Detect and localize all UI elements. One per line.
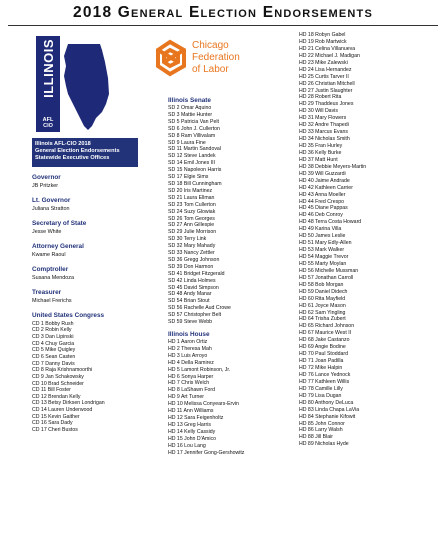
- congress-entry: CD 17 Cheri Bustos: [32, 427, 78, 434]
- senate-entry: SD 12 Steve Landek: [168, 153, 216, 160]
- office-heading: Treasurer: [32, 288, 62, 296]
- house-entry: HD 79 Lisa Dugan: [299, 392, 342, 399]
- congress-entry: CD 11 Bill Foster: [32, 387, 71, 394]
- house-entry: HD 31 Mary Flowers: [299, 115, 347, 122]
- statewide-office: [32, 266, 140, 282]
- house-entry: HD 39 Will Guzzardi: [299, 170, 346, 177]
- senate-list: [168, 105, 288, 326]
- senate-entry: SD 17 Elgie Sims: [168, 174, 209, 181]
- house-entry: HD 54 Maggie Trevor: [299, 254, 349, 260]
- candidate-name: Michael Frerichs: [32, 297, 72, 304]
- house-list-continued: [299, 32, 439, 448]
- afl-box-line: Statewide Executive Offices: [35, 155, 110, 162]
- house-entry: HD 22 Michael J. Madigan: [299, 52, 360, 59]
- cfl-knot-icon: [152, 38, 190, 78]
- title-divider: [8, 25, 438, 26]
- house-entry: HD 33 Marcus Evans: [299, 129, 349, 136]
- illinois-badge: [36, 36, 60, 132]
- senate-entry: SD 24 Suzy Glowiak: [168, 208, 216, 215]
- house-entry: HD 10 Melissa Conyears-Ervin: [168, 401, 239, 408]
- congress-entry: CD 6 Sean Casten: [32, 353, 76, 360]
- house-entry: HD 89 Nicholas Hyde: [299, 441, 349, 448]
- senate-entry: SD 29 Julie Morrison: [168, 229, 217, 236]
- senate-entry: SD 26 Tom Georges: [168, 215, 215, 222]
- house-entry: HD 23 Mike Zalewski: [299, 59, 348, 66]
- page-title: 2018 General Election Endorsements: [73, 4, 373, 21]
- house-entry: HD 12 Sara Feigenholtz: [168, 414, 224, 421]
- house-entry: HD 88 Jill Blair: [299, 434, 334, 441]
- senate-entry: SD 6 John J. Cullerton: [168, 125, 220, 132]
- house-entry: HD 6 Sonya Harper: [168, 373, 214, 380]
- house-entry: HD 60 Rita Mayfield: [299, 295, 346, 302]
- senate-entry: SD 30 Terry Link: [168, 236, 207, 243]
- column-statewide: [32, 36, 140, 434]
- house-entry: HD 1 Aaron Ortiz: [168, 339, 208, 345]
- house-entry: HD 14 Kelly Cassidy: [168, 428, 216, 435]
- senate-entry: SD 54 Brian Stout: [168, 298, 210, 305]
- house-entry: HD 16 Lou Lang: [168, 442, 206, 449]
- congress-section: [32, 312, 140, 434]
- senate-entry: SD 23 Tom Cullerton: [168, 201, 216, 208]
- house-entry: HD 59 Daniel Didech: [299, 288, 348, 295]
- congress-entry: CD 16 Sara Dady: [32, 420, 73, 427]
- candidate-name: Kwame Raoul: [32, 251, 66, 258]
- house-entry: HD 27 Justin Slaughter: [299, 87, 353, 94]
- column-house-continued: [299, 32, 439, 448]
- senate-entry: SD 3 Mattie Hunter: [168, 111, 213, 118]
- badge-illinois-text: ILLINOIS: [40, 39, 56, 98]
- senate-entry: SD 20 Iris Martinez: [168, 187, 213, 194]
- candidate-name: Juliana Stratton: [32, 205, 70, 212]
- house-entry: HD 30 Will Davis: [299, 108, 338, 115]
- house-entry: HD 8 LaShawn Ford: [168, 387, 215, 394]
- congress-entry: CD 10 Brad Schneider: [32, 380, 84, 387]
- senate-entry: SD 11 Martin Sandoval: [168, 146, 221, 153]
- house-entry: HD 18 Robyn Gabel: [299, 32, 346, 38]
- candidate-name: JB Pritzker: [32, 182, 59, 189]
- house-entry: HD 84 Stephanie Kifowit: [299, 413, 356, 420]
- house-entry: HD 35 Fran Hurley: [299, 143, 343, 149]
- statewide-office: [32, 220, 140, 236]
- senate-entry: SD 8 Ram Villivalam: [168, 132, 216, 139]
- house-entry: HD 53 Mark Walker: [299, 247, 345, 254]
- house-entry: HD 68 Jake Castanzo: [299, 337, 350, 344]
- house-entry: HD 55 Marty Moylan: [299, 260, 347, 267]
- congress-entry: CD 15 Kevin Gaither: [32, 413, 80, 420]
- office-heading: Attorney General: [32, 242, 84, 250]
- senate-entry: SD 2 Omar Aquino: [168, 105, 212, 111]
- congress-entry: CD 7 Danny Davis: [32, 360, 75, 367]
- house-entry: HD 49 Karina Villa: [299, 226, 342, 233]
- senate-entry: SD 15 Napoleon Harris: [168, 167, 222, 174]
- senate-entry: SD 57 Christopher Belt: [168, 312, 222, 319]
- office-heading: Lt. Governor: [32, 196, 71, 204]
- house-entry: HD 4 Della Ramirez: [168, 359, 214, 366]
- house-entry: HD 34 Nicholas Smith: [299, 136, 350, 143]
- house-entry: HD 3 Luis Arroyo: [168, 352, 208, 359]
- afl-box-line: Illinois AFL-CIO 2018: [35, 141, 91, 147]
- house-entry: HD 38 Debbie Meyers-Martin: [299, 163, 367, 170]
- statewide-office: [32, 243, 140, 259]
- statewide-header-box: [32, 138, 138, 167]
- house-entry: HD 58 Bob Morgan: [299, 281, 344, 288]
- house-entry: HD 67 Maurice West II: [299, 330, 352, 337]
- house-entry: HD 71 Joan Padilla: [299, 358, 344, 365]
- house-entry: HD 11 Ann Williams: [168, 408, 214, 415]
- house-entry: HD 85 John Connor: [299, 420, 345, 427]
- senate-entry: SD 42 Linda Holmes: [168, 277, 216, 284]
- house-entry: HD 61 Joyce Mason: [299, 302, 346, 309]
- house-list: [168, 339, 288, 456]
- congress-entry: CD 5 Mike Quigley: [32, 347, 76, 354]
- congress-entry: CD 2 Robin Kelly: [32, 327, 72, 334]
- house-entry: HD 32 Andre Thapedi: [299, 122, 349, 129]
- statewide-office: [32, 174, 140, 190]
- congress-entry: CD 4 Chuy Garcia: [32, 340, 75, 347]
- house-entry: HD 26 Christian Mitchell: [299, 80, 355, 87]
- congress-entry: CD 12 Brendan Kelly: [32, 393, 81, 400]
- house-entry: HD 70 Paul Stoddard: [299, 351, 349, 358]
- senate-entry: SD 9 Laura Fine: [168, 139, 206, 146]
- illinois-afl-cio-logo: [32, 36, 118, 132]
- house-entry: HD 5 Lamont Robinson, Jr.: [168, 366, 231, 373]
- house-entry: HD 77 Kathleen Willis: [299, 378, 350, 385]
- illinois-state-icon: [62, 42, 114, 132]
- office-heading: Secretary of State: [32, 219, 87, 227]
- column-senate-house: [168, 97, 288, 456]
- house-entry: HD 28 Robert Rita: [299, 94, 342, 101]
- senate-entry: SD 27 Ann Gillespie: [168, 222, 215, 229]
- statewide-offices: [32, 174, 140, 305]
- senate-heading: Illinois Senate: [168, 97, 211, 104]
- congress-list: [32, 321, 140, 434]
- senate-entry: SD 41 Bridget Fitzgerald: [168, 270, 225, 277]
- house-entry: HD 29 Thaddeus Jones: [299, 101, 354, 108]
- house-entry: HD 78 Camille Lilly: [299, 385, 343, 392]
- congress-entry: CD 8 Raja Krishnamoorthi: [32, 367, 93, 374]
- house-entry: HD 56 Michelle Mussman: [299, 267, 359, 274]
- house-entry: HD 40 Jaime Andrade: [299, 177, 350, 184]
- house-entry: HD 65 Richard Johnson: [299, 323, 355, 330]
- house-entry: HD 50 James Leslie: [299, 233, 346, 240]
- senate-entry: SD 5 Patricia Van Pelt: [168, 118, 219, 125]
- senate-entry: SD 59 Steve Webb: [168, 319, 213, 326]
- senate-entry: SD 21 Laura Ellman: [168, 194, 215, 201]
- house-entry: HD 62 Sam Yingling: [299, 309, 346, 316]
- senate-entry: SD 18 Bill Cunningham: [168, 180, 222, 187]
- house-entry: HD 42 Kathleen Carrier: [299, 184, 353, 191]
- house-entry: HD 86 Larry Walsh: [299, 427, 343, 434]
- house-entry: HD 36 Kelly Burke: [299, 149, 342, 156]
- house-entry: HD 57 Jonathan Carroll: [299, 274, 354, 281]
- house-entry: HD 9 Art Turner: [168, 394, 205, 401]
- congress-heading: United States Congress: [32, 311, 105, 319]
- candidate-name: Susana Mendoza: [32, 274, 74, 281]
- chicago-federation-of-labor-logo: [152, 38, 292, 90]
- house-entry: HD 15 John D'Amico: [168, 435, 216, 442]
- house-entry: HD 44 Fred Crespo: [299, 198, 344, 205]
- senate-entry: SD 14 Emil Jones III: [168, 160, 215, 167]
- house-heading: Illinois House: [168, 331, 210, 338]
- house-entry: HD 51 Mary Edly-Allen: [299, 240, 352, 247]
- candidate-name: Jesse White: [32, 228, 62, 235]
- house-entry: HD 69 Angie Bodine: [299, 344, 346, 351]
- house-entry: HD 43 Anna Moeller: [299, 191, 346, 198]
- house-entry: HD 13 Greg Harris: [168, 421, 211, 428]
- senate-entry: SD 56 Rachelle Aud Crowe: [168, 305, 231, 312]
- house-entry: HD 24 Lisa Hernandez: [299, 66, 352, 73]
- senate-entry: SD 32 Mary Mahady: [168, 243, 216, 250]
- house-entry: HD 64 Trisha Zubert: [299, 316, 346, 323]
- badge-afl-cio-text: AFL CIO: [42, 117, 54, 129]
- office-heading: Comptroller: [32, 265, 69, 273]
- senate-entry: SD 48 Andy Manar: [168, 291, 212, 298]
- house-entry: HD 76 Lance Yednock: [299, 371, 351, 378]
- statewide-office: [32, 197, 140, 213]
- house-entry: HD 37 Matt Hunt: [299, 156, 338, 163]
- congress-entry: CD 14 Lauren Underwood: [32, 407, 93, 414]
- congress-entry: CD 9 Jan Schakowsky: [32, 373, 84, 380]
- statewide-office: [32, 289, 140, 305]
- afl-box-line: General Election Endorsements: [35, 148, 120, 155]
- house-entry: HD 2 Theresa Mah: [168, 345, 212, 352]
- congress-entry: CD 1 Bobby Rush: [32, 320, 74, 327]
- house-entry: HD 25 Curtis Tarver II: [299, 73, 349, 80]
- cfl-text: Chicago Federation of Labor: [192, 40, 240, 75]
- congress-entry: CD 3 Dan Lipinski: [32, 333, 74, 340]
- house-entry: HD 48 Terra Costa Howard: [299, 219, 362, 226]
- senate-entry: SD 45 David Simpson: [168, 284, 219, 291]
- house-entry: HD 72 Mike Halpin: [299, 365, 343, 371]
- house-entry: HD 21 Celina Villanueva: [299, 45, 356, 52]
- office-heading: Governor: [32, 173, 61, 181]
- house-entry: HD 80 Anthony DeLuca: [299, 399, 354, 406]
- house-entry: HD 83 Linda Chapa LaVia: [299, 406, 360, 413]
- house-entry: HD 46 Deb Conroy: [299, 212, 343, 219]
- house-entry: HD 7 Chris Welch: [168, 380, 210, 387]
- congress-entry: CD 13 Betsy Dirksen Londrigan: [32, 400, 105, 407]
- house-entry: HD 19 Rob Martwick: [299, 38, 347, 45]
- house-entry: HD 17 Jennifer Gong-Gershowitz: [168, 449, 245, 456]
- senate-entry: SD 33 Nancy Zettler: [168, 250, 215, 257]
- senate-entry: SD 36 Gregg Johnson: [168, 256, 220, 263]
- senate-entry: SD 39 Don Harmon: [168, 263, 214, 270]
- house-entry: HD 45 Diane Pappas: [299, 205, 348, 212]
